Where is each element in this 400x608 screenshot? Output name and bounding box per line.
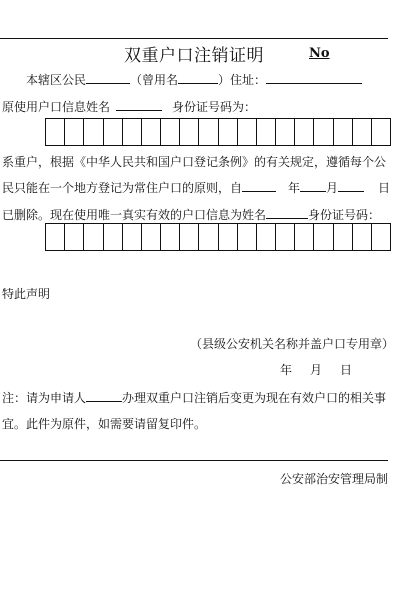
bottom-rule [0,460,388,461]
id-cell[interactable] [180,224,199,250]
from-year-label: 年 [288,181,301,195]
issue-day-label: 日 [340,363,353,377]
statement-text: 特此声明 [2,287,51,301]
from-day-blank[interactable] [338,179,364,192]
id-cell[interactable] [295,119,314,145]
current-name-label: 已删除。现在使用唯一真实有效的户口信息为姓名 [2,208,267,222]
issue-date [280,361,352,378]
former-name-blank[interactable] [178,71,218,84]
body-line-3 [2,206,380,223]
id-cell[interactable] [353,119,372,145]
citizen-line [26,71,362,88]
id-cell[interactable] [46,119,65,145]
id-cell[interactable] [84,224,103,250]
id-cell[interactable] [161,119,180,145]
current-id-grid[interactable] [45,223,391,251]
top-rule [0,38,388,39]
id-cell[interactable] [84,119,103,145]
from-year-blank[interactable] [242,179,276,192]
id-cell[interactable] [180,119,199,145]
id-cell[interactable] [142,119,161,145]
note-line-1 [2,389,386,406]
id-cell[interactable] [104,119,123,145]
seal-note: （县级公安机关名称并盖户口专用章） [190,337,395,351]
id-cell[interactable] [46,224,65,250]
principle-text: 民只能在一个地方登记为常住户口的原则，自 [2,181,243,195]
id-cell[interactable] [372,224,390,250]
body-line-2 [2,179,390,196]
id-cell[interactable] [295,224,314,250]
id-cell[interactable] [123,224,142,250]
address-label: ）住址： [218,73,267,87]
issuer-footer: 公安部治安管理局制 [280,472,389,486]
from-day-label: 日 [378,181,391,195]
address-blank[interactable] [266,71,362,84]
note-line-2: 宜。此件为原件，如需要请留复印件。 [2,417,207,431]
id-cell[interactable] [238,224,257,250]
id-cell[interactable] [257,224,276,250]
applicant-blank[interactable] [86,389,122,402]
id-cell[interactable] [238,119,257,145]
id-cell[interactable] [65,119,84,145]
id-cell[interactable] [142,224,161,250]
id-cell[interactable] [219,119,238,145]
from-month-label: 月 [326,181,339,195]
citizen-name-blank[interactable] [86,71,130,84]
id-cell[interactable] [372,119,390,145]
former-name-label: （曾用名 [130,73,179,87]
original-info-line [2,98,256,115]
id-cell[interactable] [314,119,333,145]
original-id-label: 身份证号码为： [172,100,257,114]
current-name-blank[interactable] [266,206,308,219]
id-cell[interactable] [104,224,123,250]
id-cell[interactable] [257,119,276,145]
from-month-blank[interactable] [300,179,326,192]
id-cell[interactable] [353,224,372,250]
citizen-label: 本辖区公民 [26,73,87,87]
id-cell[interactable] [276,224,295,250]
id-cell[interactable] [334,224,353,250]
id-cell[interactable] [219,224,238,250]
id-cell[interactable] [199,119,218,145]
original-name-label: 原使用户口信息姓名 [2,100,111,114]
id-cell[interactable] [276,119,295,145]
original-name-blank[interactable] [116,98,162,111]
note-applicant-label: 注：请为申请人 [2,391,87,405]
serial-number-label: No [309,46,330,61]
current-id-label: 身份证号码： [308,208,381,222]
issue-month-label: 月 [310,363,323,377]
body-line-1: 系重户，根据《中华人民共和国户口登记条例》的有关规定，遵循每个公 [2,155,387,169]
original-id-grid[interactable] [45,118,391,146]
id-cell[interactable] [65,224,84,250]
id-cell[interactable] [314,224,333,250]
issue-year-label: 年 [280,363,293,377]
id-cell[interactable] [161,224,180,250]
id-cell[interactable] [123,119,142,145]
id-cell[interactable] [199,224,218,250]
id-cell[interactable] [334,119,353,145]
form-title: 双重户口注销证明 [124,46,264,66]
note-continued: 办理双重户口注销后变更为现在有效户口的相关事 [122,391,387,405]
